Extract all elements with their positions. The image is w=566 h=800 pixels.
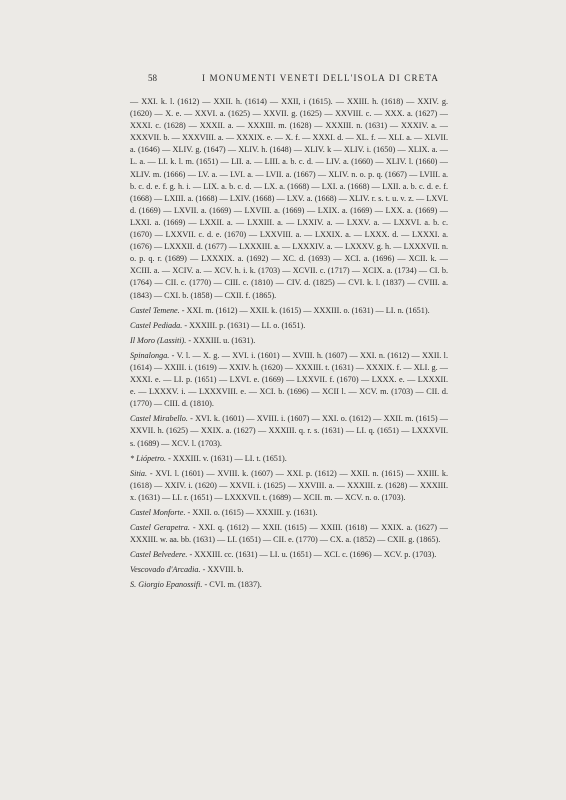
entry-place-name: Castel Pediada. (130, 320, 183, 330)
index-body (130, 96, 448, 595)
index-entry (130, 564, 448, 576)
entry-place-name: Castel Monforte. (130, 508, 186, 517)
index-entry (130, 335, 448, 347)
entry-references: - XXI. q. (1612) — XXII. (1615) — XXIII. (1618) — XXIX. a. (1627) — XXXIII. w. aa. bb. (1631) — LI. (1651) — CII. e. (1770) — CX. a. (1852) — CXII. g. (1865). (130, 523, 448, 545)
index-entry (130, 468, 448, 504)
index-entry (130, 320, 448, 332)
entry-place-name: S. Giorgio Epanossifi. (130, 580, 203, 590)
entry-place-name: Castel Temene. (130, 305, 180, 315)
entry-references: - XXXIII. v. (1631) — LI. t. (1651). (166, 453, 287, 463)
index-entry (130, 507, 448, 519)
entry-references: - XVI. k. (1601) — XVIII. i. (1607) — XXI. o. (1612) — XXII. m. (1615) — XXVII. h. (1625) — XXIX. a. (1627) — XXXIII. q. r. s. (1631) — LI. q. (1651) — LXXXVII. s. (1689) — XCV. l. (1703). (130, 414, 448, 448)
entry-place-name: Castel Gerapetra. (130, 523, 190, 533)
entry-place-name: * Liópetro. (130, 453, 167, 463)
running-title: I MONUMENTI VENETI DELL'ISOLA DI CRETA (202, 73, 440, 83)
entry-references: - XXI. m. (1612) — XXII. k. (1615) — XXXIII. o. (1631) — LI. n. (1651). (179, 305, 430, 315)
entry-place-name: Castel Belvedere. (130, 550, 188, 560)
index-entry (130, 579, 448, 591)
entry-references: - XXXIII. cc. (1631) — LI. u. (1651) — XCI. c. (1696) — XCV. p. (1703). (187, 550, 437, 560)
entry-place-name: Il Moro (Lassiti). (130, 335, 187, 345)
index-entry (130, 549, 448, 561)
entry-references: - XXVIII. b. (200, 565, 244, 575)
entry-place-name: Sitia. (130, 468, 148, 478)
entry-references: - XXXIII. u. (1631). (186, 335, 256, 345)
continued-references: — XXI. k. l. (1612) — XXII. h. (1614) — XXII, i (1615). — XXIII. h. (1618) — XXIV. g. (1620) — X. e. — XXVI. a. (1625) — XXVII. g. (1625) — XXVIII. c. — XXX. a. (1627) — XXXI. c. (1628) — XXXII. a. — XXXIII. m. (1628) — XXXIII. n. (1631) — XXXIV. a. — XXXVII. b. — XXXVIII. a. — XXXIX. e. — X. f. — XXXI. d. — XL. f. — XLI. a. — XLVII. a. (1646) — XLIV. g. (1647) — XLIV. h. (1648) — XLIV. k — XLIV. i. (1650) — XLIX. a. — L. a. — LI. k. l. m. (1651) — LII. a. — LIII. a. b. c. d. — LIV. a. (1660) — XLIV. l. (1660) — XLIV. m. (1666) — LV. a. — LVI. a. — LVII. a. (1667) — XLIV. n. o. p. q. (1667) — LVIII. a. b. c. d. e. f. g. h. i. — LIX. a. b. c. d. — LX. a. (1668) — LXI. a. (1668) — LXII. a. b. c. d. e. f. (1668) — LXIII. a. (1668) — LXIV. (1668) — LXV. a. (1668) — XLIV. r. s. t. u. v. z. — LXVI. d. (1669) — LXVII. a. (1669) — LXVIII. a. (1669) — LXIX. a. (1669) — LXX. a. (1669) — LXXI. a. (1669) — LXXII. a. — LXXIII. a. — LXXIV. a. — LXXV. a. — LXXVI. a. b. c. (1670) — LXXVII. c. d. e. (1670) — LXXVIII. a. — LXXIX. a. — LXXX. d. — LXXXI. a. (1676) — LXXXII. d. (1677) — LXXXIII. a. — LXXXIV. a. — LXXXV. g. h. — LXXXVII. n. o. p. q. r. (1689) — LXXXIX. a. (1692) — XC. d. (1693) — XCI. a. (1696) — XCII. k. — XCIII. a. — XCIV. a. — XCV. h. i. k. (1703) — XCVII. c. (1717) — XCIX. a. (1734) — CI. b. (1764) — CII. c. (1770) — CIII. c. (1810) — CIV. d. (1825) — CVI. k. l. (1837) — CVIII. a. (1843) — CXI. b. (1858) — CXII. f. (1865). (130, 97, 448, 300)
entry-place-name: Vescovado d'Arcadia. (130, 565, 201, 575)
entry-list (130, 305, 448, 592)
index-entry (130, 305, 448, 317)
entry-references: - XXII. o. (1615) — XXXIII. y. (1631). (185, 508, 318, 517)
entry-references: - XXXIII. p. (1631) — LI. o. (1651). (182, 320, 306, 330)
entry-references: - CVI. m. (1837). (202, 580, 262, 590)
index-entry (130, 522, 448, 546)
page-number: 58 (148, 73, 157, 83)
entry-place-name: Castel Mirabello. (130, 414, 188, 424)
index-entry (130, 413, 448, 449)
index-entry (130, 350, 448, 410)
index-entry (130, 453, 448, 465)
entry-place-name: Spinalonga. (130, 350, 170, 360)
entry-references: - V. l. — X. g. — XVI. i. (1601) — XVIII. h. (1607) — XXI. n. (1612) — XXII. l. (1614) — XXIII. i. (1619) — XXIV. h. (1620) — XXXIII. t. (1631) — XXXIX. f. — XLI. g. — XXXI. e. — LI. p. (1651) — LXVI. e. (1669) — LXXVII. f. (1670) — LXXX. e. — LXXXII. e. — LXXXV. i. — LXXXVIII. e. — XCI. b. (1696) — XCII l. — XCV. m. (1703) — CII. d. (1770) — CIII. d. (1810). (130, 350, 448, 409)
entry-references: - XVI. l. (1601) — XVIII. k. (1607) — XXI. p. (1612) — XXII. n. (1615) — XXIII. k. (1618) — XXIV. i. (1620) — XXVII. i. (1625) — XXVIII. a. — XXXIII. z. (1628) — XXXIII. x. (1631) — LI. r. (1651) — LXXXVII. t. (1689) — XCII. m. — XCV. n. o. (1703). (130, 468, 448, 502)
